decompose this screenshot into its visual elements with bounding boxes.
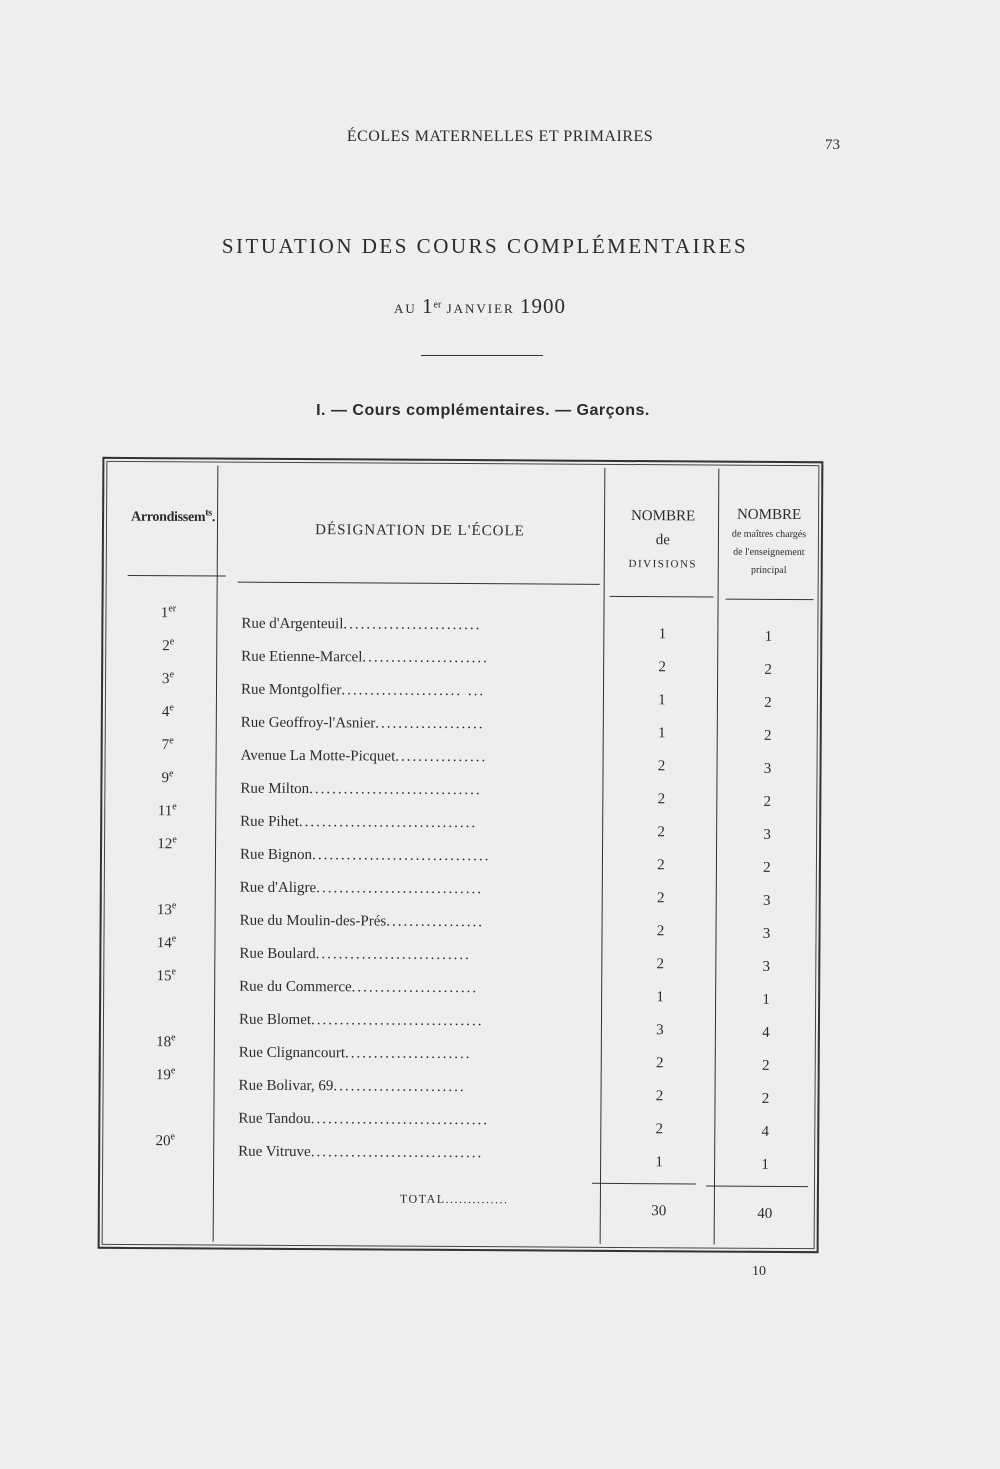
maitres-cell: 1	[762, 991, 770, 1008]
school-name: Rue d'Argenteuil	[241, 615, 344, 633]
page-number: 73	[825, 137, 840, 153]
maitres-cell: 3	[762, 958, 771, 975]
table-row	[101, 933, 816, 976]
header-rule	[610, 596, 714, 598]
school-cell	[240, 880, 592, 899]
table-row	[103, 669, 818, 712]
total-label-text: TOTAL	[399, 1191, 446, 1206]
school-name: Rue Boulard	[239, 945, 316, 963]
dot-leader: ...............................	[312, 847, 491, 865]
divisions-cell: 2	[655, 1055, 664, 1072]
header-divisions-line: DIVISIONS	[628, 558, 698, 571]
arrondissement-number: 4	[161, 704, 170, 721]
header-maitres-line: principal	[750, 564, 787, 576]
arrondissement-cell	[143, 669, 193, 688]
arrondissement-suffix: e	[169, 669, 175, 681]
divisions-cell: 2	[657, 791, 666, 808]
arrondissement-number: 9	[161, 770, 170, 787]
school-cell	[240, 847, 592, 866]
divisions-cell: 2	[657, 857, 665, 874]
total-label	[400, 1192, 580, 1208]
table-row	[100, 1065, 815, 1108]
table-row	[102, 834, 817, 877]
arrondissement-number: 3	[162, 671, 170, 688]
dot-leader: ......................	[351, 979, 479, 997]
school-name: Avenue La Motte-Picquet	[240, 747, 396, 765]
arrondissement-number: 15	[156, 968, 172, 985]
dot-leader: ...................	[375, 715, 485, 733]
table-row	[102, 735, 817, 778]
arrondissement-number: 2	[162, 638, 170, 655]
maitres-cell: 2	[763, 727, 772, 744]
divisions-cell: 2	[656, 890, 665, 907]
divisions-cell: 1	[655, 1154, 663, 1171]
dot-leader: ..............................	[311, 1012, 484, 1030]
school-name: Rue Clignancourt	[238, 1044, 346, 1062]
arrondissement-cell	[140, 1131, 190, 1150]
dot-leader: ...............................	[310, 1111, 490, 1129]
school-cell	[241, 649, 593, 668]
header-divisions-line: de	[655, 532, 671, 549]
school-cell	[240, 913, 592, 932]
table-row	[101, 1032, 816, 1075]
maitres-cell: 1	[764, 628, 773, 645]
arrondissement-suffix: e	[170, 1065, 176, 1077]
divisions-cell: 2	[655, 1121, 664, 1138]
signature-mark: 10	[752, 1264, 766, 1279]
school-name: Rue Montgolfier	[240, 681, 342, 699]
school-name: Rue Bolivar, 69	[238, 1077, 334, 1095]
arrondissement-cell	[143, 702, 193, 721]
arrondissement-cell	[143, 636, 193, 655]
maitres-cell: 2	[764, 661, 772, 678]
school-name: Rue Milton	[240, 780, 310, 798]
header-arrondissement-dot: .	[211, 510, 216, 526]
dot-leader: ......................	[344, 1045, 472, 1063]
arrondissement-suffix: e	[168, 768, 174, 780]
date-day-suffix: er	[433, 299, 442, 311]
arrondissement-cell	[141, 1065, 191, 1084]
school-cell	[240, 814, 592, 833]
arrondissement-number: 1	[160, 605, 169, 622]
arrondissement-suffix: e	[171, 900, 177, 912]
divisions-cell: 2	[655, 1088, 664, 1105]
table-row	[101, 1005, 816, 1042]
header-maitres-line: NOMBRE	[736, 506, 802, 524]
arrondissement-suffix: e	[171, 966, 177, 978]
arrondissement-suffix: e	[172, 801, 177, 813]
arrondissement-suffix: e	[171, 1032, 176, 1044]
arrondissement-cell	[142, 900, 192, 919]
dot-leader: ........................	[343, 616, 482, 634]
divisions-cell: 2	[657, 824, 665, 841]
school-cell	[238, 1111, 590, 1130]
dot-leader: ..............................	[310, 1144, 484, 1162]
header-designation: DÉSIGNATION DE L'ÉCOLE	[315, 522, 525, 540]
divisions-cell: 2	[658, 659, 666, 676]
dot-leader: ..............................	[309, 781, 482, 799]
date-month: JANVIER	[446, 301, 515, 316]
school-name: Rue Vitruve	[238, 1143, 311, 1161]
arrondissement-cell	[141, 966, 191, 985]
school-name: Rue Etienne-Marcel	[241, 648, 363, 666]
maitres-cell: 4	[761, 1123, 770, 1140]
table-body	[100, 603, 818, 1174]
dot-leader: ..................... ...	[341, 682, 486, 700]
total-leader: ..............	[445, 1191, 509, 1207]
header-rule	[238, 582, 600, 585]
total-divisions: 30	[651, 1203, 667, 1220]
divisions-cell: 3	[656, 1022, 664, 1039]
school-name: Rue Tandou	[238, 1110, 311, 1128]
arrondissement-cell	[142, 768, 192, 787]
total-rule	[706, 1186, 808, 1188]
table-row	[103, 636, 818, 679]
dot-leader: .................	[386, 913, 485, 931]
dot-leader: ................	[395, 748, 488, 766]
table-row	[100, 1131, 815, 1174]
arrondissement-number: 18	[156, 1034, 172, 1051]
dot-leader: .............................	[316, 880, 484, 898]
divisions-cell: 1	[657, 725, 666, 742]
school-cell	[239, 979, 591, 998]
divisions-cell: 1	[658, 626, 667, 643]
table-row	[102, 768, 817, 811]
header-divisions	[604, 504, 722, 577]
section-title: I. — Cours complémentaires. — Garçons.	[316, 402, 650, 419]
total-maitres: 40	[757, 1205, 773, 1222]
total-row	[100, 1186, 815, 1230]
date-day: 1	[422, 294, 434, 318]
header-maitres-line: de l'enseignement	[733, 546, 805, 559]
arrondissement-suffix: e	[169, 702, 174, 714]
maitres-cell: 3	[762, 892, 771, 909]
school-name: Rue d'Aligre	[239, 879, 317, 897]
arrondissement-cell	[141, 933, 191, 952]
maitres-cell: 2	[761, 1057, 770, 1074]
header-divisions-line: NOMBRE	[630, 508, 696, 525]
school-cell	[241, 616, 593, 635]
maitres-cell: 2	[764, 694, 772, 711]
total-rule	[592, 1183, 696, 1185]
dot-leader: .......................	[333, 1078, 466, 1096]
dot-leader: ......................	[362, 649, 489, 667]
arrondissement-cell	[143, 603, 193, 622]
divisions-cell: 2	[656, 956, 665, 973]
arrondissement-number: 11	[157, 803, 173, 820]
school-cell	[239, 1012, 591, 1031]
maitres-cell: 2	[763, 859, 771, 876]
school-name: Rue du Moulin-des-Prés	[239, 912, 387, 930]
arrondissement-number: 12	[157, 836, 173, 853]
school-name: Rue Bignon	[239, 846, 313, 864]
school-name: Rue Pihet	[240, 813, 299, 831]
divisions-cell: 2	[656, 923, 665, 940]
running-head: ÉCOLES MATERNELLES ET PRIMAIRES	[346, 128, 654, 145]
date-line	[0, 294, 960, 319]
header-arrondissement-text: Arrondissem	[130, 509, 206, 526]
title-rule	[421, 355, 543, 356]
date-prefix: AU	[394, 301, 417, 316]
arrondissement-suffix: e	[172, 834, 177, 846]
school-cell	[239, 1045, 591, 1064]
school-name: Rue Geoffroy-l'Asnier	[240, 714, 376, 732]
table-row	[102, 873, 817, 910]
divisions-cell: 1	[658, 692, 666, 709]
school-cell	[241, 748, 593, 767]
arrondissement-cell	[142, 834, 192, 853]
arrondissement-suffix: e	[170, 1131, 176, 1143]
arrondissement-suffix: e	[169, 735, 174, 747]
header-arrondissement-suffix: ts	[205, 507, 212, 519]
school-cell	[241, 715, 593, 734]
maitres-cell: 4	[762, 1024, 770, 1041]
header-rule	[726, 599, 814, 601]
arrondissement-suffix: e	[169, 636, 175, 648]
school-cell	[239, 946, 591, 965]
maitres-cell: 1	[761, 1156, 769, 1173]
header-maitres-line: de maîtres chargés	[731, 528, 807, 541]
school-cell	[240, 781, 592, 800]
table-row	[103, 603, 818, 646]
header-arrondissement	[112, 507, 234, 526]
school-cell	[238, 1144, 590, 1163]
table-row	[101, 966, 816, 1009]
arrondissement-cell	[142, 801, 192, 820]
header-maitres	[719, 505, 819, 581]
divisions-cell: 1	[656, 989, 664, 1006]
dot-leader: ...............................	[298, 814, 478, 832]
table-row	[102, 801, 817, 844]
maitres-cell: 3	[762, 925, 771, 942]
arrondissement-suffix: e	[171, 933, 177, 945]
dot-leader: ...........................	[315, 946, 471, 964]
arrondissement-number: 20	[155, 1133, 171, 1150]
arrondissement-number: 19	[155, 1067, 171, 1084]
school-cell	[241, 682, 593, 701]
school-name: Rue du Commerce	[239, 978, 352, 996]
page-title: SITUATION DES COURS COMPLÉMENTAIRES	[221, 234, 749, 258]
maitres-cell: 3	[763, 826, 771, 843]
date-year: 1900	[519, 294, 566, 318]
maitres-cell: 3	[763, 760, 772, 777]
table-row	[103, 702, 818, 745]
arrondissement-number: 7	[161, 737, 170, 754]
arrondissement-cell	[143, 735, 193, 754]
arrondissement-cell	[141, 1032, 191, 1051]
table-row	[100, 1104, 815, 1141]
schools-table	[98, 457, 824, 1253]
table-row	[101, 900, 816, 943]
header-rule	[128, 575, 226, 577]
arrondissement-number: 14	[156, 935, 172, 952]
maitres-cell: 2	[761, 1090, 770, 1107]
arrondissement-suffix: er	[168, 603, 177, 615]
school-cell	[239, 1078, 591, 1097]
maitres-cell: 2	[763, 793, 772, 810]
school-name: Rue Blomet	[238, 1011, 312, 1029]
divisions-cell: 2	[657, 758, 666, 775]
arrondissement-number: 13	[156, 902, 172, 919]
